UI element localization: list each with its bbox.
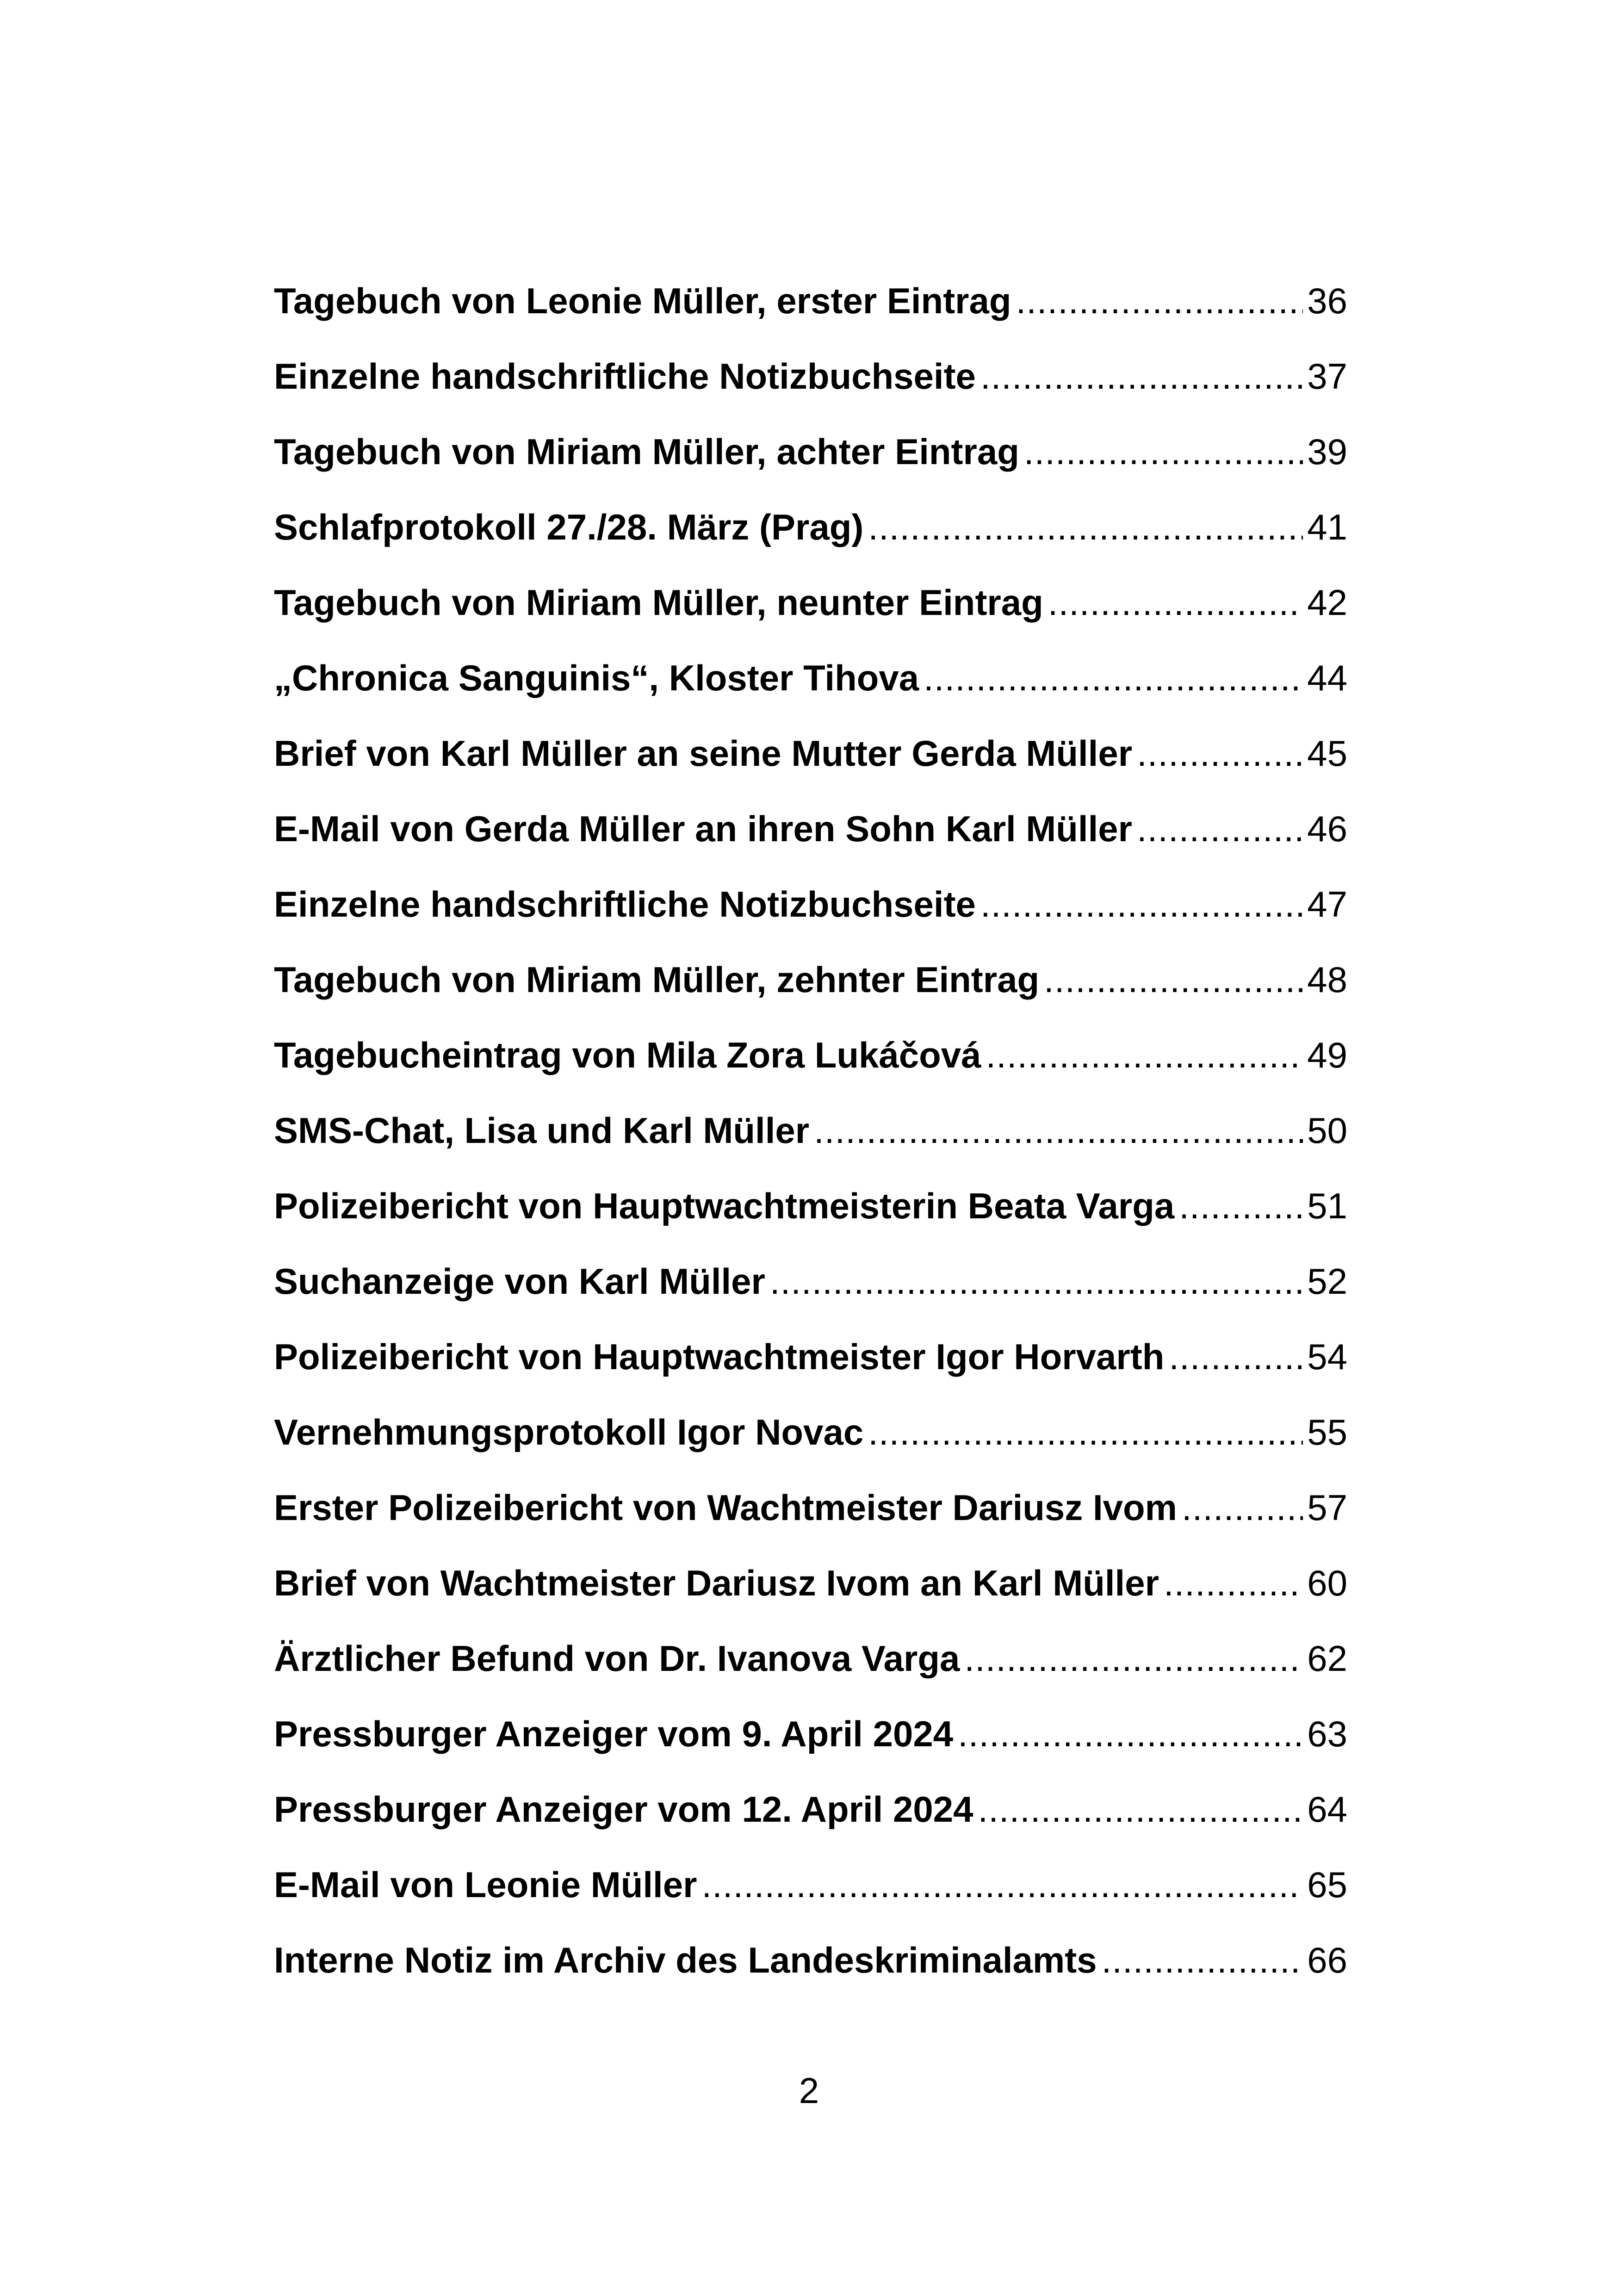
dot-leader: [697, 1856, 1303, 1913]
toc-entry-title: Tagebuch von Leonie Müller, erster Eintrag: [274, 280, 1011, 321]
toc-entry: [274, 272, 1347, 348]
dot-leader: [976, 348, 1303, 405]
toc-entry-title: Suchanzeige von Karl Müller: [274, 1261, 765, 1302]
toc-entry: [274, 1403, 1347, 1479]
toc-entry-page: 45: [1307, 733, 1347, 774]
toc-entry: [274, 725, 1347, 800]
toc-entry-page: 60: [1307, 1563, 1347, 1603]
toc-entry: [274, 1554, 1347, 1630]
dot-leader: [1174, 1177, 1303, 1235]
dot-leader: [1043, 574, 1303, 631]
toc-entry-page: 37: [1307, 356, 1347, 397]
toc-entry: [274, 1328, 1347, 1403]
toc-entry-title: Schlafprotokoll 27./28. März (Prag): [274, 507, 864, 547]
toc-entry-title: Tagebuch von Miriam Müller, zehnter Eintrag: [274, 959, 1040, 1000]
toc-entry: [274, 1705, 1347, 1781]
toc-entry: [274, 1630, 1347, 1705]
toc-entry-title: Einzelne handschriftliche Notizbuchseite: [274, 356, 976, 397]
toc-entry-title: Brief von Wachtmeister Dariusz Ivom an Karl Müller: [274, 1563, 1159, 1603]
toc-entry-page: 63: [1307, 1713, 1347, 1754]
toc-entry-title: SMS-Chat, Lisa und Karl Müller: [274, 1110, 810, 1151]
dot-leader: [863, 498, 1303, 556]
toc-entry-page: 50: [1307, 1110, 1347, 1151]
dot-leader: [981, 1026, 1303, 1084]
toc-entry: [274, 875, 1347, 951]
toc-entry-page: 66: [1307, 1940, 1347, 1980]
toc-entry-title: Tagebuch von Miriam Müller, achter Eintrag: [274, 431, 1019, 472]
toc-entry-page: 57: [1307, 1487, 1347, 1528]
toc-entry-title: E-Mail von Leonie Müller: [274, 1864, 697, 1905]
toc-entry-title: Pressburger Anzeiger vom 9. April 2024: [274, 1713, 954, 1754]
toc-entry-title: Interne Notiz im Archiv des Landeskriminalamts: [274, 1940, 1097, 1980]
toc-entry-title: Pressburger Anzeiger vom 12. April 2024: [274, 1789, 973, 1830]
dot-leader: [1039, 951, 1303, 1008]
dot-leader: [973, 1781, 1303, 1838]
toc-entry: [274, 348, 1347, 423]
toc-entry-page: 48: [1307, 959, 1347, 1000]
toc-entry-title: Polizeibericht von Hauptwachtmeisterin Beata Varga: [274, 1185, 1175, 1226]
dot-leader: [1097, 1931, 1303, 1989]
dot-leader: [765, 1253, 1303, 1310]
toc-entry: [274, 1781, 1347, 1856]
toc-entry-page: 36: [1307, 280, 1347, 321]
dot-leader: [960, 1630, 1303, 1687]
toc-entry-page: 52: [1307, 1261, 1347, 1302]
toc-entry-title: Ärztlicher Befund von Dr. Ivanova Varga: [274, 1638, 960, 1679]
toc-entry-page: 65: [1307, 1864, 1347, 1905]
toc-entry-page: 49: [1307, 1035, 1347, 1075]
toc-entry: [274, 1931, 1347, 2007]
toc-entry: [274, 1026, 1347, 1102]
toc-entry: [274, 1177, 1347, 1253]
toc-entry-title: Brief von Karl Müller an seine Mutter Gerda Müller: [274, 733, 1133, 774]
toc-entry: [274, 1856, 1347, 1931]
toc-entry: [274, 1102, 1347, 1177]
dot-leader: [953, 1705, 1303, 1762]
toc-entry-title: Vernehmungsprotokoll Igor Novac: [274, 1412, 864, 1452]
toc-entry-page: 44: [1307, 658, 1347, 698]
toc-entry-page: 64: [1307, 1789, 1347, 1830]
toc-entry: [274, 498, 1347, 574]
table-of-contents: [274, 272, 1347, 2007]
toc-entry: [274, 1479, 1347, 1554]
dot-leader: [809, 1102, 1303, 1159]
dot-leader: [1177, 1479, 1303, 1536]
toc-entry-title: Tagebuch von Miriam Müller, neunter Eintrag: [274, 582, 1043, 623]
dot-leader: [1132, 800, 1303, 857]
dot-leader: [1159, 1554, 1303, 1612]
dot-leader: [863, 1403, 1303, 1461]
dot-leader: [1164, 1328, 1303, 1385]
toc-entry-page: 42: [1307, 582, 1347, 623]
toc-entry: [274, 649, 1347, 725]
toc-entry: [274, 1253, 1347, 1328]
toc-entry: [274, 423, 1347, 498]
toc-entry-title: Polizeibericht von Hauptwachtmeister Igor Horvarth: [274, 1336, 1165, 1377]
toc-entry: [274, 800, 1347, 875]
toc-entry-title: Tagebucheintrag von Mila Zora Lukáčová: [274, 1035, 981, 1075]
toc-entry: [274, 574, 1347, 649]
toc-entry-page: 55: [1307, 1412, 1347, 1452]
toc-entry: [274, 951, 1347, 1026]
toc-entry-title: Erster Polizeibericht von Wachtmeister Dariusz Ivom: [274, 1487, 1178, 1528]
dot-leader: [976, 875, 1303, 933]
toc-entry-title: „Chronica Sanguinis“, Kloster Tihova: [274, 658, 919, 698]
toc-entry-page: 46: [1307, 808, 1347, 849]
toc-entry-page: 39: [1307, 431, 1347, 472]
toc-entry-page: 41: [1307, 507, 1347, 547]
toc-entry-title: E-Mail von Gerda Müller an ihren Sohn Karl Müller: [274, 808, 1132, 849]
toc-entry-page: 62: [1307, 1638, 1347, 1679]
page-number: 2: [799, 2070, 819, 2111]
toc-entry-title: Einzelne handschriftliche Notizbuchseite: [274, 884, 976, 925]
dot-leader: [919, 649, 1303, 707]
toc-entry-page: 47: [1307, 884, 1347, 925]
dot-leader: [1019, 423, 1303, 480]
toc-entry-page: 54: [1307, 1336, 1347, 1377]
toc-entry-page: 51: [1307, 1185, 1347, 1226]
dot-leader: [1011, 272, 1303, 329]
dot-leader: [1132, 725, 1303, 782]
